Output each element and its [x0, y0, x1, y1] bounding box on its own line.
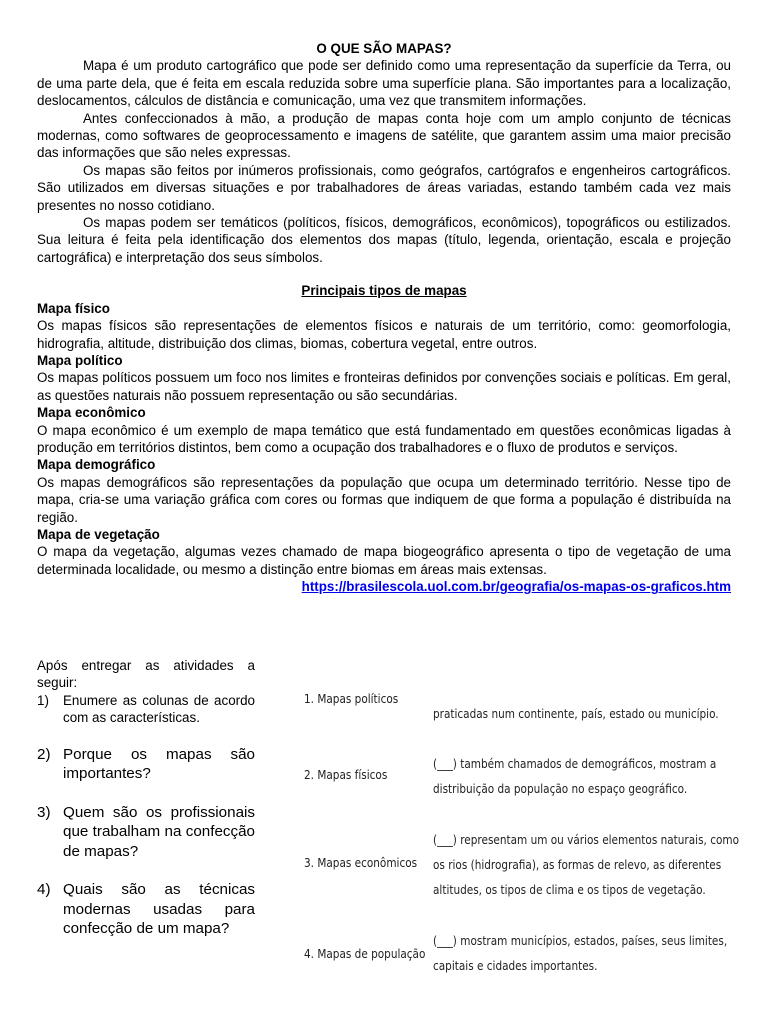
- cropped-line: [433, 680, 613, 688]
- activities: [37, 657, 255, 939]
- section-heading: Mapa físico: [37, 300, 110, 316]
- question-number: 3): [37, 803, 51, 821]
- matching-left-item: 2. Mapas físicos: [304, 768, 388, 782]
- section-text: Os mapas demográficos são representações da população que ocupa um determinado território. Nesse tipo de mapa, cria-se uma variação gráfica com cores ou formas que indiquem de que forma a população é distribuída na região.: [37, 474, 731, 525]
- intro-paragraph: Antes confeccionados à mão, a produção de mapas conta hoje com um amplo conjunto de técnicas modernas, como softwares de geoprocessamento e imagens de satélite, que garantem assim uma maior precisão das informações que são neles expressas.: [37, 110, 731, 161]
- question-text: Quais são as técnicas modernas usadas para confecção de um mapa?: [63, 881, 255, 938]
- matching-right-item: (___) também chamados de demográficos, mostram a distribuição da população no espaço geográfico.: [433, 757, 717, 796]
- matching-left-item: 4. Mapas de população: [304, 947, 426, 961]
- question-text: Porque os mapas são importantes?: [63, 745, 255, 783]
- question-text: Enumere as colunas de acordo com as características.: [63, 692, 255, 726]
- section-heading: Mapa demográfico: [37, 457, 156, 473]
- question-number: 2): [37, 745, 51, 763]
- matching-right-item: praticadas num continente, país, estado ou município.: [433, 707, 719, 721]
- question-item: [37, 803, 255, 862]
- question-item: [37, 880, 255, 939]
- source-link[interactable]: https://brasilescola.uol.com.br/geografia/os-mapas-os-graficos.htm: [301, 579, 731, 595]
- section-heading: Mapa de vegetação: [37, 526, 160, 542]
- section-subtitle: Principais tipos de mapas: [301, 283, 467, 299]
- intro-paragraph: Os mapas podem ser temáticos (políticos, físicos, demográficos, econômicos), topográficos ou estilizados. Sua leitura é feita pela identificação dos elementos dos mapas (título, legenda, orientação, escala e projeção cartográfica) e interpretação dos seus símbolos.: [37, 215, 731, 265]
- question-number: 4): [37, 881, 51, 899]
- section-text: Os mapas políticos possuem um foco nos limites e fronteiras definidos por convenções sociais e políticas. Em geral, as questões naturais não possuem representação ou são secundárias.: [37, 370, 731, 403]
- question-item: [37, 745, 255, 784]
- matching-left-item: 1. Mapas políticos: [304, 692, 399, 706]
- section-heading: Mapa político: [37, 352, 123, 368]
- section-text: O mapa da vegetação, algumas vezes chamado de mapa biogeográfico apresenta o tipo de vegetação de uma determinada localidade, ou mesmo a distinção entre biomas em áreas mais extensas.: [37, 544, 731, 577]
- section-text: O mapa econômico é um exemplo de mapa temático que está fundamentado em questões econômicas ligadas à produção em territórios distintos, bem como a ocupação dos trabalhadores e o fluxo de produtos e serviços.: [37, 422, 731, 455]
- article: [37, 40, 731, 596]
- matching-exercise-image: [292, 680, 739, 990]
- section-text: Os mapas físicos são representações de elementos físicos e naturais de um território, como: geomorfologia, hidrografia, altitude, distribuição dos climas, biomas, cobertura vegetal, entre outros.: [37, 318, 731, 351]
- question-text: Quem são os profissionais que trabalham na confecção de mapas?: [63, 803, 255, 860]
- intro-paragraph: Mapa é um produto cartográfico que pode ser definido como uma representação da superfície da Terra, ou de uma parte dela, que é feita em escala reduzida sobre uma superfície plana. São importantes para a localização, deslocamentos, cálculos de distância e comunicação, uma vez que transmitem informações.: [37, 58, 731, 109]
- matching-left-item: 3. Mapas econômicos: [304, 856, 418, 870]
- page-title: O QUE SÃO MAPAS?: [316, 41, 452, 56]
- matching-right-item: (___) mostram municípios, estados, países, seus limites, capitais e cidades importantes.: [433, 934, 728, 973]
- question-number: 1): [37, 692, 49, 708]
- question-item: [37, 692, 255, 727]
- matching-right-item: (___) representam um ou vários elementos naturais, como os rios (hidrografia), as formas de relevo, as diferentes altitudes, os tipos de clima e os tipos de vegetação.: [433, 833, 739, 897]
- activities-intro: Após entregar as atividades a seguir:: [37, 658, 255, 691]
- section-heading: Mapa econômico: [37, 405, 146, 421]
- intro-paragraph: Os mapas são feitos por inúmeros profissionais, como geógrafos, cartógrafos e engenheiros cartográficos. São utilizados em diversas situações e por trabalhadores de áreas variadas, estando também cada vez mais presentes no nosso cotidiano.: [37, 162, 731, 213]
